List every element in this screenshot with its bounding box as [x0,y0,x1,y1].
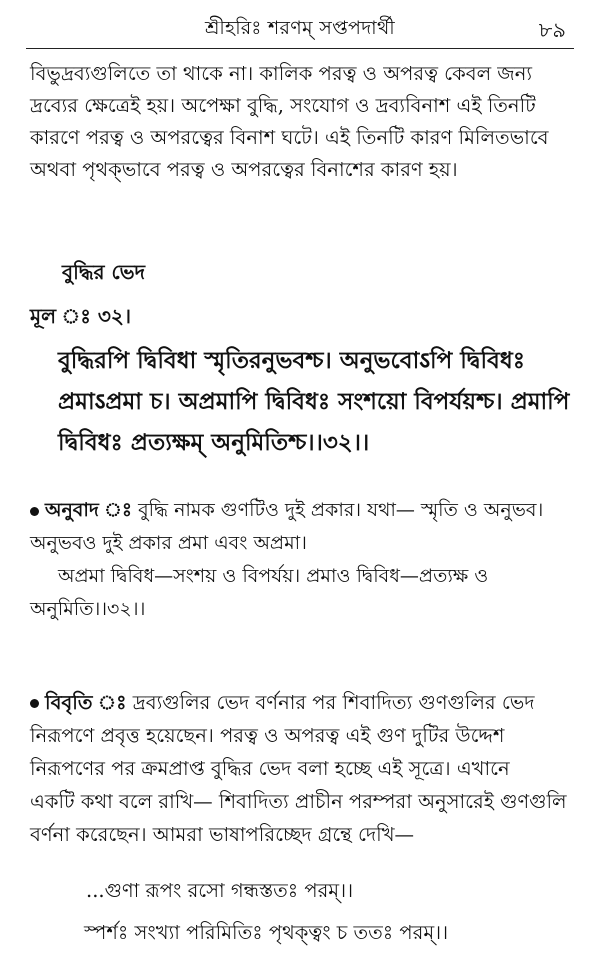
text-line: নিরূপণের পর ক্রমপ্রাপ্ত বুদ্ধির ভেদ বলা হচ্ছে এই সূত্রে। এখানে [30,757,510,780]
translation-label: অনুবাদ ঃ [45,499,133,521]
text-line: নিরূপণে প্রবৃত্ত হয়েছেন। পরত্ব ও অপরত্ব এই গুণ দুটির উদ্দেশ [30,724,505,747]
text-line: কারণে পরত্ব ও অপরত্বের বিনাশ ঘটে। এই তিনটি কারণ মিলিতভাবে [30,126,549,149]
bullet-icon [30,699,39,708]
translation-first-line [30,494,575,527]
text-line: বর্ণনা করেছেন। আমরা ভাষাপরিচ্ছেদ গ্রন্থে দেখি— [30,823,415,846]
section-heading: বুদ্ধির ভেদ [62,260,146,284]
verse-line: ...গুণা রূপং রসো গন্ধস্ততঃ পরম্।। [86,879,354,902]
page-header [0,8,600,48]
running-title: শ্রীহরিঃ শরণম্ সপ্তপদার্থী [204,17,396,39]
text-line: অথবা পৃথক্‌ভাবে পরত্ব ও অপরত্বের বিনাশের কারণ হয়। [30,158,458,181]
mula-label: মূল ঃ ৩২। [30,304,132,328]
text-line: অপ্রমা দ্বিবিধ—সংশয় ও বিপর্যয়। প্রমাও দ্বিবিধ—প্রত্যক্ষ ও [58,565,489,587]
text-line: দ্রব্যের ক্ষেত্রেই হয়। অপেক্ষা বুদ্ধি, সংযোগ ও দ্রব্যবিনাশ এই তিনটি [30,94,536,117]
text-line: দ্রব্যগুলির ভেদ বর্ণনার পর শিবাদিত্য গুণগুলির ভেদ [132,691,535,714]
commentary-first-line [30,686,575,719]
text-line: অনুভবও দুই প্রকার প্রমা এবং অপ্রমা। [30,532,307,554]
header-rule [26,48,574,49]
bullet-icon [30,507,39,516]
sutra-line: প্রমাऽপ্রমা চ। অপ্রমাপি দ্বিবিধঃ সংশয়ো বিপর্যয়শ্চ। প্রমাপি [58,388,570,415]
sutra-line: বুদ্ধিরপি দ্বিবিধা স্মৃতিরনুভবশ্চ। অনুভবোऽপি দ্বিবিধঃ [58,347,525,374]
verse-line: স্পর্শঃ সংখ্যা পরিমিতিঃ পৃথক্ত্বং চ ততঃ পরম্।। [84,921,449,944]
text-line: বুদ্ধি নামক গুণটিও দুই প্রকার। যথা— স্মৃতি ও অনুভব। [138,499,544,521]
commentary-section [30,686,575,851]
sanskrit-sutra [58,340,578,463]
sutra-line: দ্বিবিধঃ প্রত্যক্ষম্ অনুমিতিশ্চ।।৩২।। [58,429,370,456]
text-line: একটি কথা বলে রাখি— শিবাদিত্য প্রাচীন পরম্পরা অনুসারেই গুণগুলি [30,790,567,813]
paragraph-continuation [30,58,575,186]
text-line: বিভুদ্রব্যগুলিতে তা থাকে না। কালিক পরত্ব ও অপরত্ব কেবল জন্য [30,62,533,85]
text-line: অনুমিতি।।৩২।। [30,598,146,620]
commentary-label: বিবৃতি ঃ [45,691,127,714]
page-number: ৮৯ [538,18,566,42]
translation-section [30,494,575,626]
